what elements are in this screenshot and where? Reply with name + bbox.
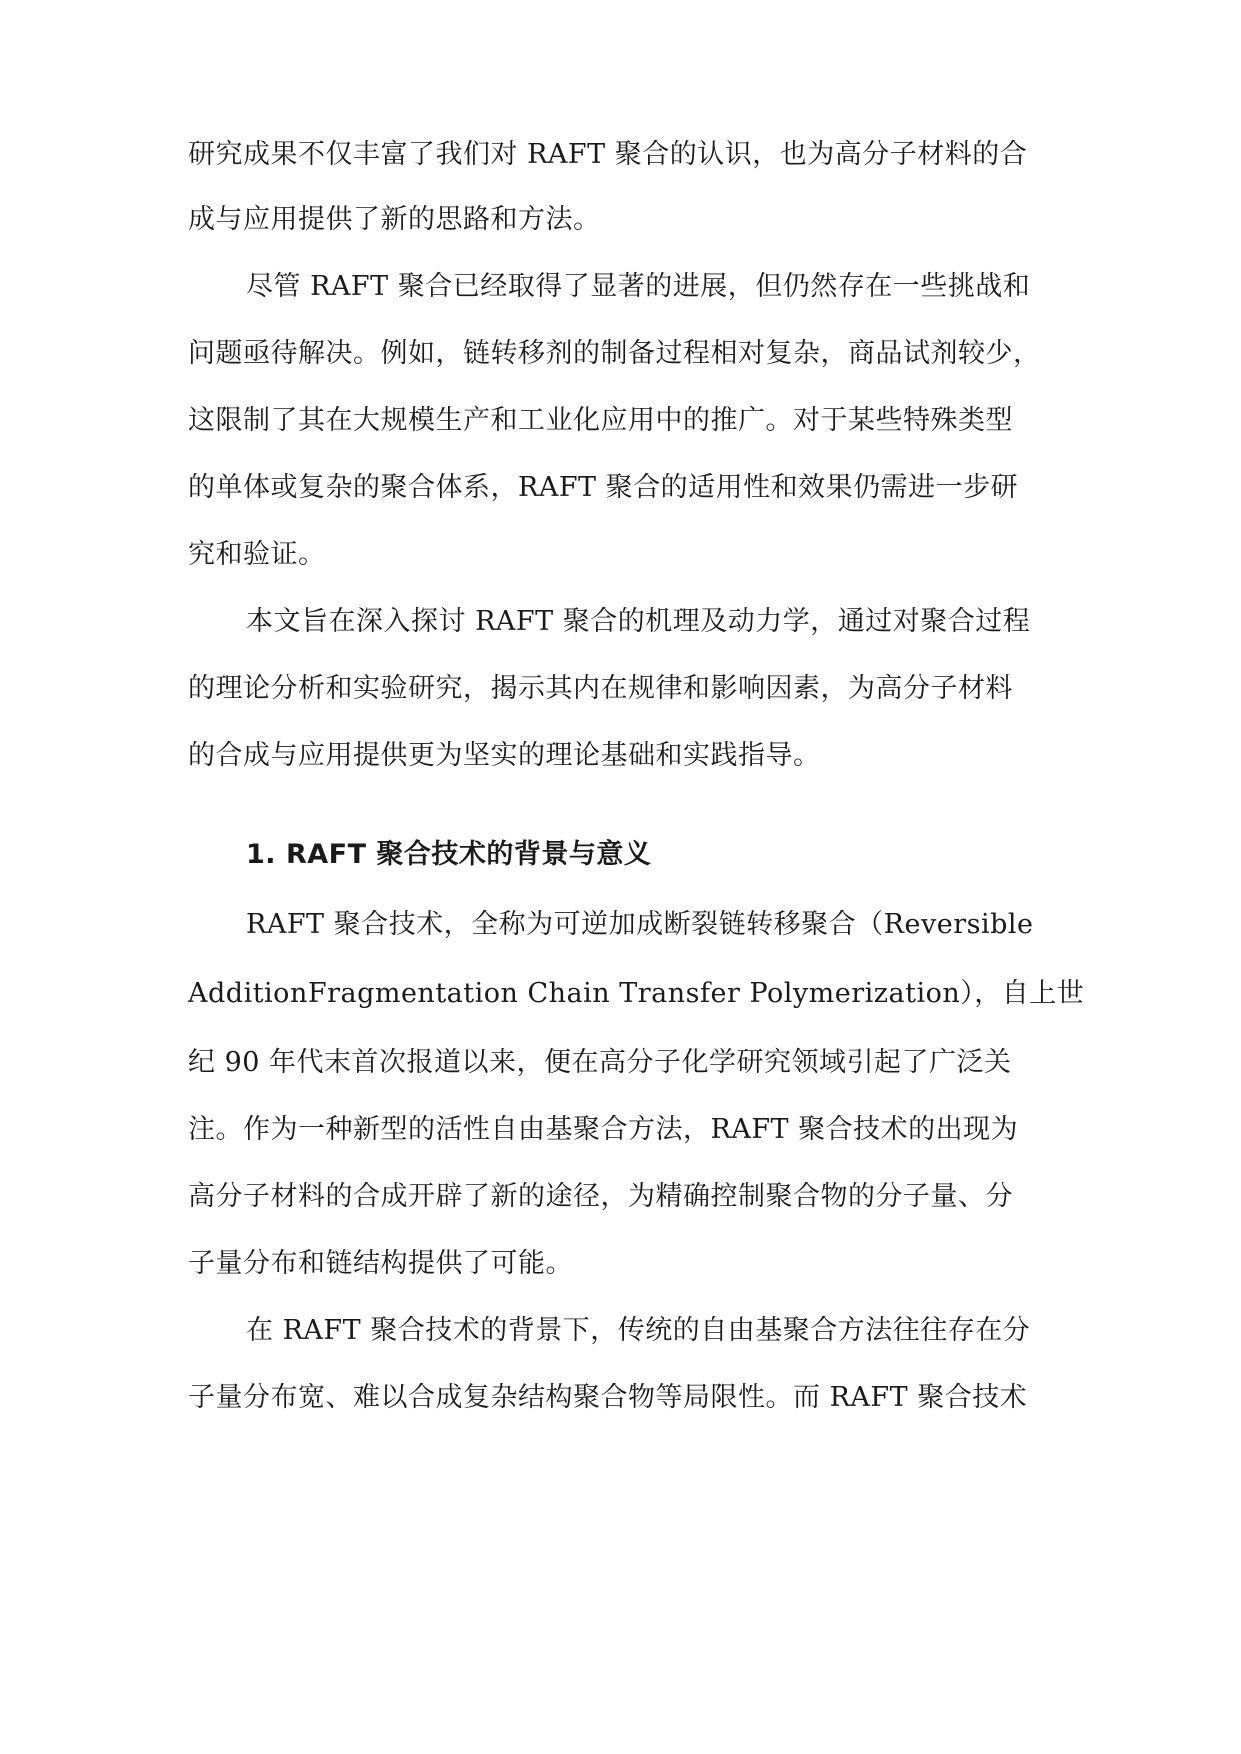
paragraph-line: 这限制了其在大规模生产和工业化应用中的推广。对于某些特殊类型 — [188, 405, 1013, 436]
paragraph-line: 本文旨在深入探讨 RAFT 聚合的机理及动力学，通过对聚合过程 — [246, 606, 1031, 637]
paragraph-line: 子量分布宽、难以合成复杂结构聚合物等局限性。而 RAFT 聚合技术 — [188, 1382, 1028, 1413]
paragraph-line: 注。作为一种新型的活性自由基聚合方法，RAFT 聚合技术的出现为 — [188, 1114, 1019, 1145]
paragraph-line: 高分子材料的合成开辟了新的途径，为精确控制聚合物的分子量、分 — [188, 1181, 1013, 1212]
paragraph-line: 研究成果不仅丰富了我们对 RAFT 聚合的认识，也为高分子材料的合 — [188, 139, 1028, 170]
paragraph-line: 成与应用提供了新的思路和方法。 — [188, 204, 601, 235]
paragraph-line: RAFT 聚合技术，全称为可逆加成断裂链转移聚合（Reversible — [246, 909, 1034, 940]
paragraph-line: 问题亟待解决。例如，链转移剂的制备过程相对复杂，商品试剂较少， — [188, 338, 1041, 369]
paragraph-line: 究和验证。 — [188, 539, 326, 570]
paragraph-line: AdditionFragmentation Chain Transfer Polymerization），自上世 — [188, 978, 1085, 1009]
paragraph-line: 的理论分析和实验研究，揭示其内在规律和影响因素，为高分子材料 — [188, 673, 1013, 704]
paragraph-line: 的合成与应用提供更为坚实的理论基础和实践指导。 — [188, 740, 821, 771]
paragraph-line: 子量分布和链结构提供了可能。 — [188, 1248, 573, 1279]
paragraph-line: 纪 90 年代末首次报道以来，便在高分子化学研究领域引起了广泛关 — [188, 1047, 1012, 1078]
paragraph-line: 在 RAFT 聚合技术的背景下，传统的自由基聚合方法往往存在分 — [246, 1315, 1031, 1346]
section-heading: 1. RAFT 聚合技术的背景与意义 — [246, 839, 652, 870]
paragraph-line: 尽管 RAFT 聚合已经取得了显著的进展，但仍然存在一些挑战和 — [246, 271, 1031, 302]
paragraph-line: 的单体或复杂的聚合体系，RAFT 聚合的适用性和效果仍需进一步研 — [188, 472, 1019, 503]
